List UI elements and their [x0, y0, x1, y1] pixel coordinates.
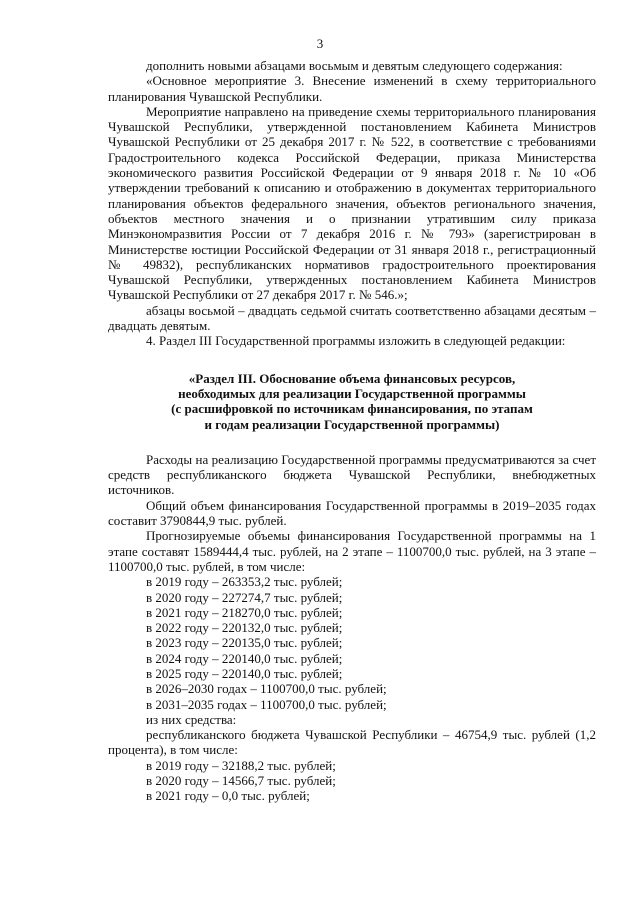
section-heading	[108, 371, 596, 432]
budget-year-line: в 2021 году – 0,0 тыс. рублей;	[146, 788, 310, 804]
page-number: 3	[316, 36, 324, 51]
paragraph-section-amendment: 4. Раздел III Государственной программы изложить в следующей редакции:	[146, 333, 566, 349]
paragraph-main-activity: «Основное мероприятие 3. Внесение изменений в схему территориального планирования Чувашской Республики.	[108, 73, 596, 104]
heading-line: и годам реализации Государственной программы)	[204, 416, 500, 432]
budget-year-line: в 2020 году – 14566,7 тыс. рублей;	[146, 773, 336, 789]
paragraph-forecast-funding: Прогнозируемые объемы финансирования Государственной программы на 1 этапе составят 1589444,4 тыс. рублей, на 2 этапе – 1100700,0 тыс. рублей, на 3 этапе – 1100700,0 тыс. рублей, в том числе:	[108, 528, 596, 574]
document-body	[108, 58, 596, 804]
paragraph-republican-budget: республиканского бюджета Чувашской Республики – 46754,9 тыс. рублей (1,2 процента), в том числе:	[108, 727, 596, 758]
heading-line: (с расшифровкой по источникам финансирования, по этапам	[171, 401, 533, 417]
year-line: в 2024 году – 220140,0 тыс. рублей;	[146, 650, 343, 666]
paragraph-total-funding: Общий объем финансирования Государственной программы в 2019–2035 годах составит 3790844,9 тыс. рублей.	[108, 497, 596, 529]
year-line: в 2026–2030 годах – 1100700,0 тыс. рублей;	[146, 681, 387, 697]
year-line: в 2031–2035 годах – 1100700,0 тыс. рублей;	[146, 696, 387, 712]
paragraph-expenses: Расходы на реализацию Государственной программы предусматриваются за счет средств республиканского бюджета Чувашской Республики, внебюджетных источников.	[108, 451, 596, 498]
paragraph-activity-description: Мероприятие направлено на приведение схемы территориального планирования Чувашской Республики, утвержденной постановлением Кабинета Министров Чувашской Республики от 25 декабря 2017 г. № 522, в соответствие с требованиями Градостроительного кодекса Российской Федерации, приказа Министерства экономического развития Российской Федерации от 9 января 2018 г. № 10 «Об утверждении требований к описанию и отображению в документах территориального планирования объектов федерального значения, объектов регионального значения, объектов местного значения и о признании утратившим силу приказа Минэкономразвития России от 7 декабря 2016 г. № 793» (зарегистрирован в Министерстве юстиции Российской Федерации от 31 января 2018 г., регистрационный № 49832), республиканских нормативов градостроительного проектирования Чувашской Республики, утвержденных постановлением Кабинета Министров Чувашской Республики от 27 декабря 2017 г. № 546.»;	[108, 103, 596, 303]
year-list	[108, 574, 596, 727]
paragraph-renumbering: абзацы восьмой – двадцать седьмой считать соответственно абзацами десятым – двадцать девятым.	[108, 302, 596, 334]
heading-line: необходимых для реализации Государственной программы	[178, 385, 526, 401]
paragraph-intro: дополнить новыми абзацами восьмым и девятым следующего содержания:	[146, 58, 563, 73]
heading-line: «Раздел III. Обоснование объема финансовых ресурсов,	[188, 370, 516, 386]
year-line: из них средства:	[146, 711, 237, 727]
year-line: в 2023 году – 220135,0 тыс. рублей;	[146, 635, 343, 651]
year-line: в 2022 году – 220132,0 тыс. рублей;	[146, 620, 343, 636]
budget-year-list	[108, 758, 596, 804]
year-line: в 2025 году – 220140,0 тыс. рублей;	[146, 665, 343, 681]
year-line: в 2021 году – 218270,0 тыс. рублей;	[146, 604, 343, 620]
year-line: в 2020 году – 227274,7 тыс. рублей;	[146, 589, 343, 605]
year-line: в 2019 году – 263353,2 тыс. рублей;	[146, 574, 343, 590]
budget-year-line: в 2019 году – 32188,2 тыс. рублей;	[146, 757, 336, 773]
